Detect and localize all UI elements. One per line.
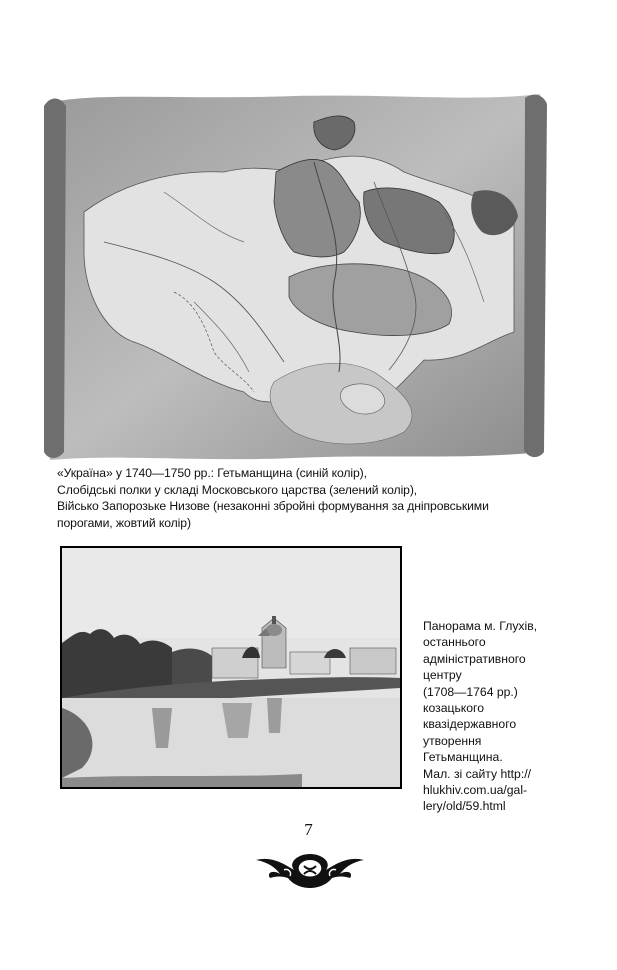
photo-caption-line: адміністративного xyxy=(423,651,526,666)
map-caption-line: Військо Запорозьке Низове (незаконні збройні формування за дніпровськими xyxy=(57,499,489,514)
photo-caption-line: Панорама м. Глухів, xyxy=(423,619,538,633)
photo-caption-line: козацького xyxy=(423,701,485,716)
photo-caption-line: hlukhiv.com.ua/gal- xyxy=(423,783,528,798)
photo-caption-line: lery/old/59.html xyxy=(423,799,506,814)
page-number: 7 xyxy=(304,820,313,839)
photo-caption xyxy=(423,618,573,815)
photo-caption-line: центру xyxy=(423,668,462,683)
photo-caption-line: Гетьманщина. xyxy=(423,750,503,765)
photo-caption-line: Мал. зі сайту http:// xyxy=(423,766,531,781)
glukhiv-panorama-photo xyxy=(60,546,402,789)
photo-caption-line: останнього xyxy=(423,635,486,650)
photo-caption-line: квазідержавного xyxy=(423,717,517,732)
photo-caption-line: утворення xyxy=(423,733,482,748)
map-caption xyxy=(57,465,557,531)
map-caption-line: Слобідські полки у складі Московського царства (зелений колір), xyxy=(57,482,418,497)
map-caption-line: порогами, жовтий колір) xyxy=(57,515,191,530)
celtic-knot-ornament-icon xyxy=(254,846,366,890)
photo-caption-line: (1708—1764 рр.) xyxy=(423,684,518,699)
historical-map-image xyxy=(44,92,547,462)
map-caption-line: «Україна» у 1740—1750 рр.: Гетьманщина (синій колір), xyxy=(57,466,367,480)
